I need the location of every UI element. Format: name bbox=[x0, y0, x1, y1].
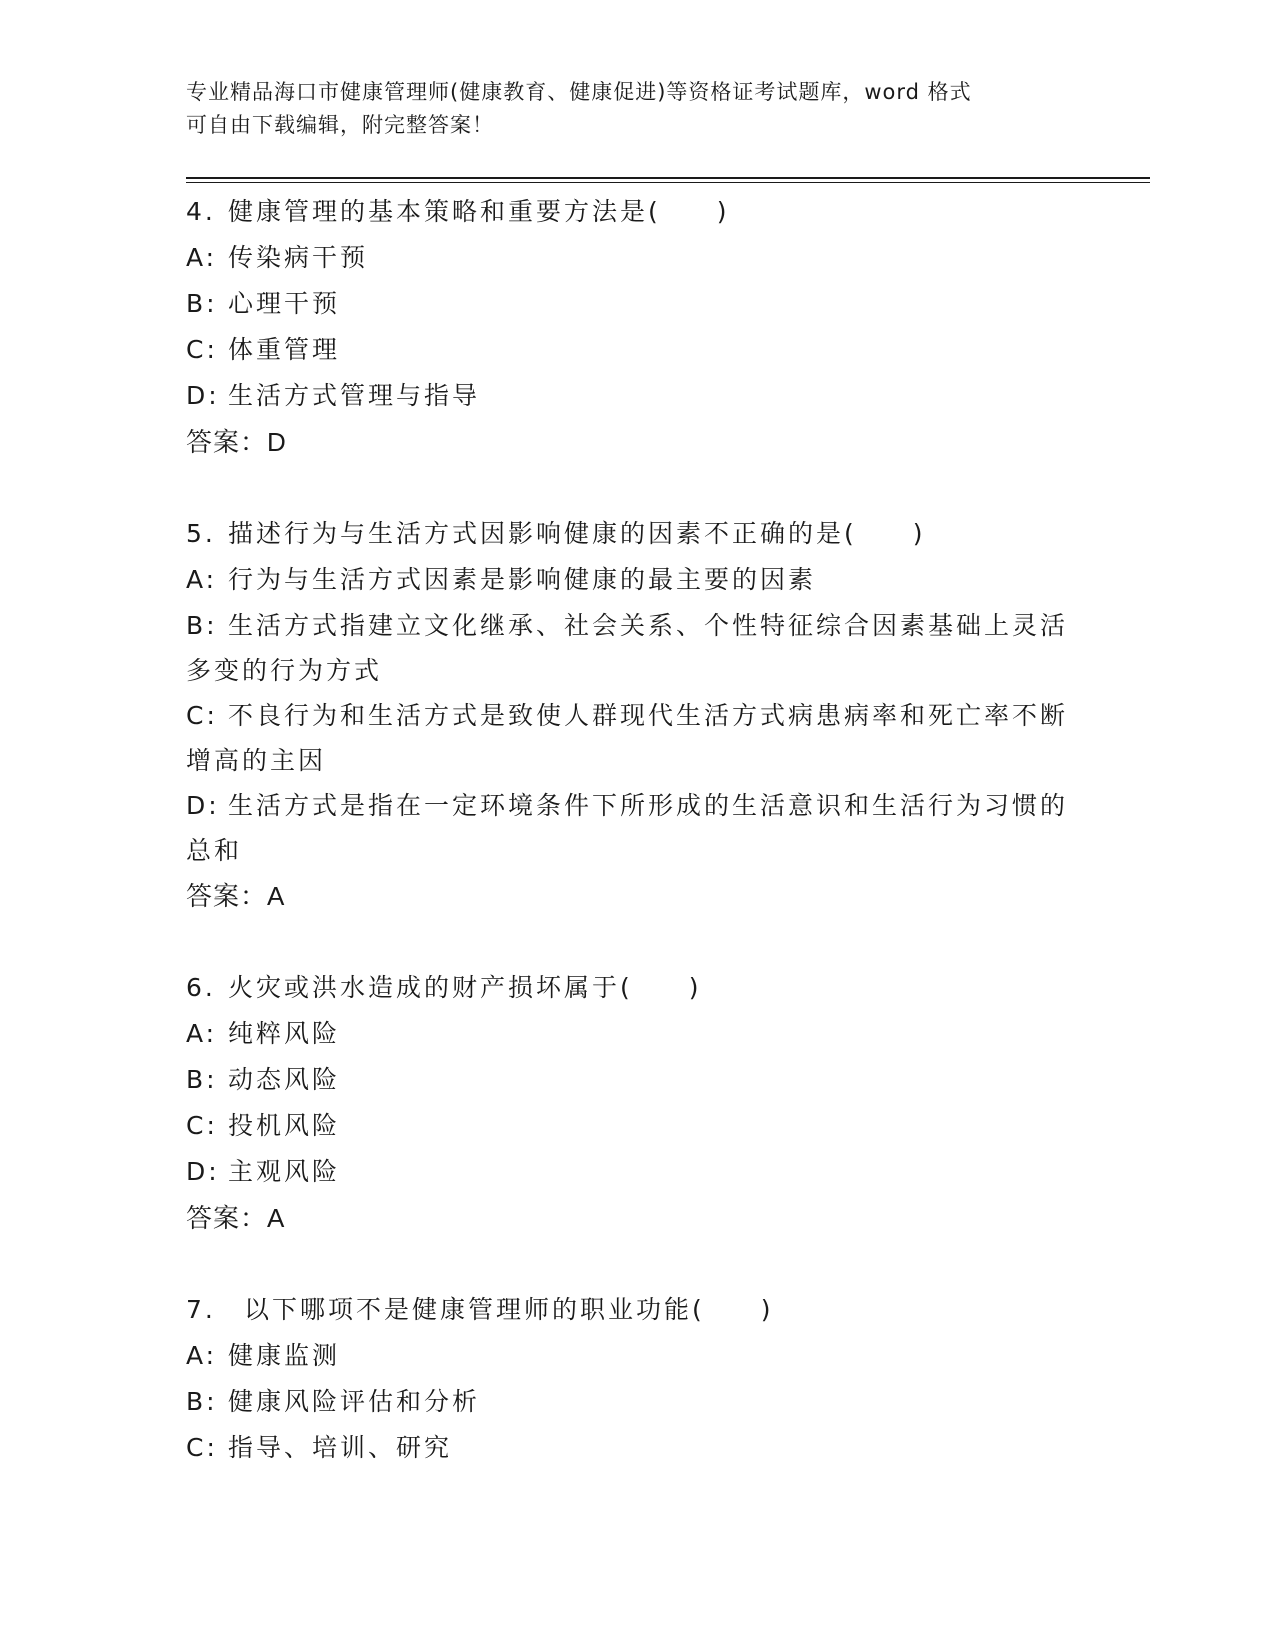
option-c bbox=[186, 693, 1076, 783]
question-text: 以下哪项不是健康管理师的职业功能( ) bbox=[244, 1295, 774, 1324]
option-d bbox=[186, 1149, 1076, 1195]
option-text: 指导、培训、研究 bbox=[228, 1433, 453, 1462]
option-text: 传染病干预 bbox=[228, 243, 369, 272]
option-text: 纯粹风险 bbox=[228, 1019, 341, 1048]
option-key: D: bbox=[186, 1157, 220, 1186]
option-text: 不良行为和生活方式是致使人群现代生活方式病患病率和死亡率不断增高的主因 bbox=[186, 701, 1069, 775]
header-line-1: 专业精品海口市健康管理师(健康教育、健康促进)等资格证考试题库，word 格式 bbox=[186, 80, 972, 104]
answer-line: 答案：A bbox=[186, 881, 286, 911]
question-7 bbox=[186, 1287, 1076, 1471]
question-stem bbox=[186, 1287, 1076, 1333]
answer-line: 答案：D bbox=[186, 427, 287, 457]
option-key: A: bbox=[186, 1019, 218, 1048]
option-text: 投机风险 bbox=[228, 1111, 341, 1140]
option-key: A: bbox=[186, 565, 218, 594]
option-key: D: bbox=[186, 791, 220, 820]
option-key: B: bbox=[186, 289, 218, 318]
document-header bbox=[186, 76, 1066, 142]
option-b bbox=[186, 1057, 1076, 1103]
option-key: B: bbox=[186, 611, 218, 640]
option-text: 健康风险评估和分析 bbox=[228, 1387, 481, 1416]
question-text: 健康管理的基本策略和重要方法是( ) bbox=[228, 197, 730, 226]
option-b bbox=[186, 603, 1076, 693]
option-key: C: bbox=[186, 1433, 218, 1462]
question-list bbox=[186, 189, 1076, 1517]
question-text: 描述行为与生活方式因影响健康的因素不正确的是( ) bbox=[228, 519, 926, 548]
option-key: C: bbox=[186, 335, 218, 364]
option-b bbox=[186, 281, 1076, 327]
option-text: 体重管理 bbox=[228, 335, 341, 364]
option-text: 健康监测 bbox=[228, 1341, 341, 1370]
option-a bbox=[186, 1333, 1076, 1379]
option-d bbox=[186, 783, 1076, 873]
option-key: C: bbox=[186, 1111, 218, 1140]
answer-line: 答案：A bbox=[186, 1203, 286, 1233]
header-divider-thin bbox=[186, 182, 1150, 183]
option-text: 生活方式是指在一定环境条件下所形成的生活意识和生活行为习惯的总和 bbox=[186, 791, 1069, 865]
option-c bbox=[186, 1103, 1076, 1149]
question-4 bbox=[186, 189, 1076, 465]
option-key: B: bbox=[186, 1065, 218, 1094]
option-text: 行为与生活方式因素是影响健康的最主要的因素 bbox=[228, 565, 817, 594]
question-stem bbox=[186, 189, 1076, 235]
option-a bbox=[186, 235, 1076, 281]
option-key: A: bbox=[186, 1341, 218, 1370]
question-5 bbox=[186, 511, 1076, 919]
question-number: 7. bbox=[186, 1295, 216, 1324]
option-key: C: bbox=[186, 701, 218, 730]
option-text: 动态风险 bbox=[228, 1065, 341, 1094]
option-text: 生活方式管理与指导 bbox=[228, 381, 481, 410]
question-number: 6. bbox=[186, 973, 216, 1002]
option-key: B: bbox=[186, 1387, 218, 1416]
header-divider-thick bbox=[186, 177, 1150, 179]
option-key: D: bbox=[186, 381, 220, 410]
option-key: A: bbox=[186, 243, 218, 272]
question-6 bbox=[186, 965, 1076, 1241]
option-d bbox=[186, 373, 1076, 419]
option-text: 心理干预 bbox=[228, 289, 341, 318]
option-b bbox=[186, 1379, 1076, 1425]
option-text: 主观风险 bbox=[228, 1157, 341, 1186]
question-stem bbox=[186, 965, 1076, 1011]
question-stem bbox=[186, 511, 1076, 557]
option-a bbox=[186, 557, 1076, 603]
option-c bbox=[186, 327, 1076, 373]
question-text: 火灾或洪水造成的财产损坏属于( ) bbox=[228, 973, 702, 1002]
header-line-2: 可自由下载编辑，附完整答案！ bbox=[186, 113, 494, 137]
option-text: 生活方式指建立文化继承、社会关系、个性特征综合因素基础上灵活多变的行为方式 bbox=[186, 611, 1069, 685]
option-c bbox=[186, 1425, 1076, 1471]
question-number: 4. bbox=[186, 197, 216, 226]
option-a bbox=[186, 1011, 1076, 1057]
question-number: 5. bbox=[186, 519, 216, 548]
